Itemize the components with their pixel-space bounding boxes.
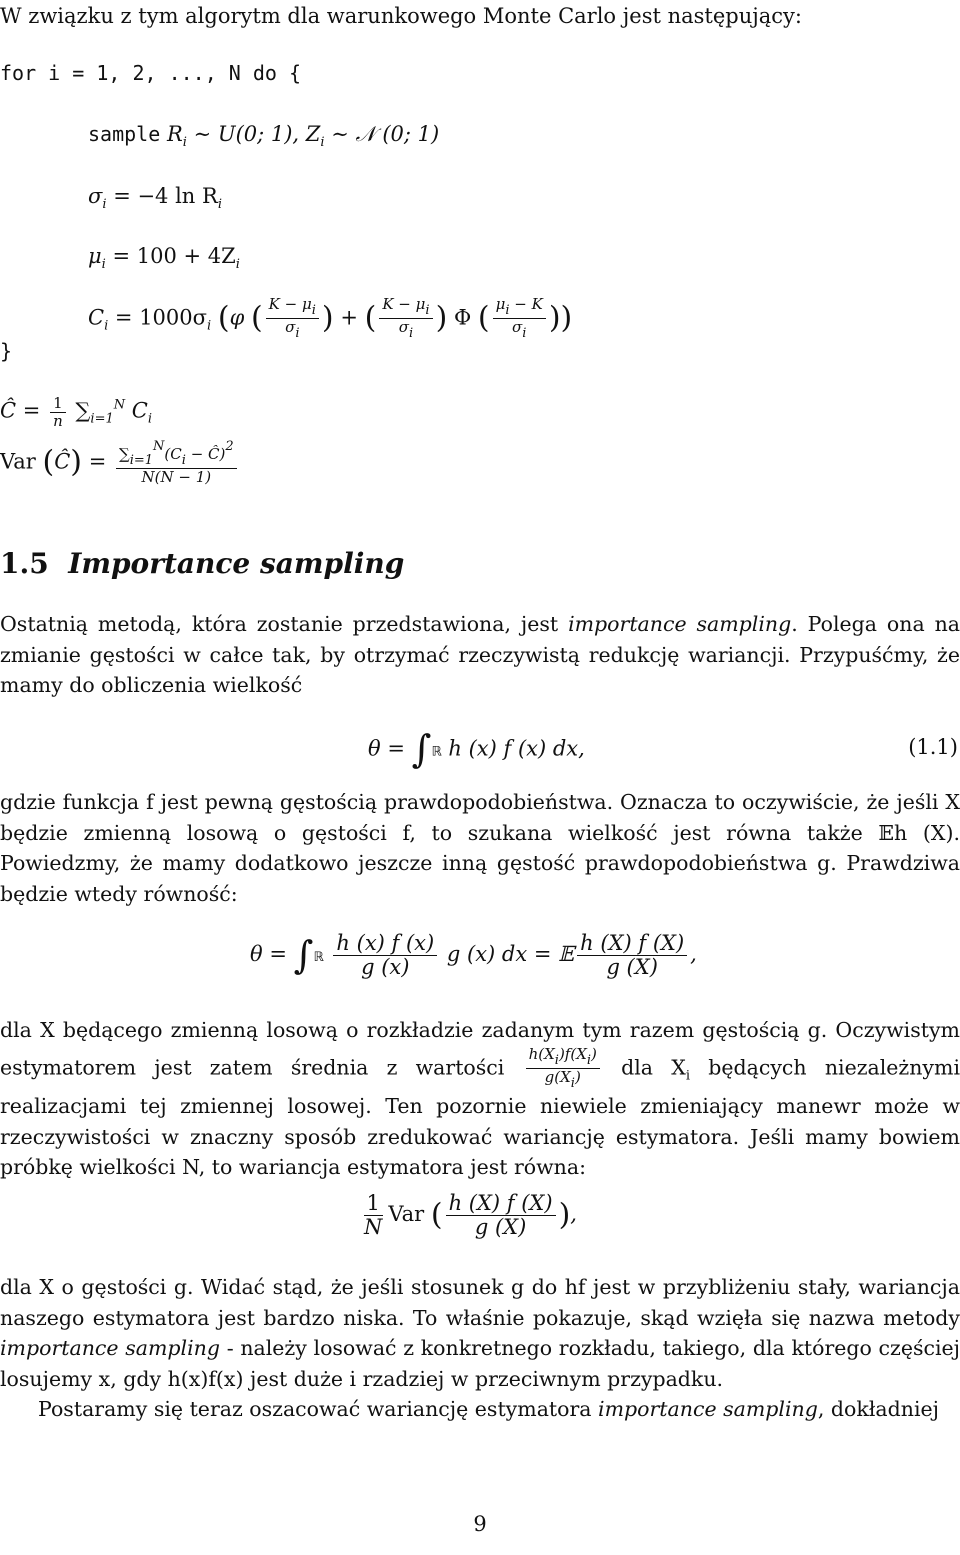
sample-r: R [166, 122, 183, 146]
mu-line: $\mu_i = 100 + 4Z_i$ [88, 244, 240, 272]
sample-rest2: ∼ 𝒩 (0; 1) [331, 122, 440, 146]
loop-close-line: } [0, 339, 13, 363]
section-heading [0, 548, 404, 580]
sigma-line: $\sigma_i = -4$ $\ln R_i$ [88, 184, 222, 212]
paragraph-3: dla X będącego zmienną losową o rozkładzie zadanym tym razem gęstością g. Oczywistym estymatorem jest zatem średnia z wartości $\frac{h(Xi)f(Xi)}{g(Xi)}$ dla $X_i$ będących niezależnymi realizacjami tej zmiennej losowej. Ten pozornie niewiele zmieniający manewr może w rzeczywistości w znaczny sposób zredukować wariancję estymatora. Jeśli mamy bowiem próbkę wielkości N, to wariancja estymatora jest równa: [0, 1018, 960, 1180]
loop-open-line: for i = 1, 2, ..., N do { [0, 61, 302, 85]
section-title: Importance sampling [68, 547, 405, 580]
sample-keyword: sample [88, 122, 161, 146]
paragraph-5: Postaramy się teraz oszacować wariancję estymatora importance sampling, dokładniej [38, 1397, 940, 1421]
sample-line: sample $R_i$ ∼ U(0; 1), $Z_i$ ∼ 𝒩 (0; 1) [88, 122, 440, 150]
c-hat-formula: Ĉ = $\frac{1}{n}$ $\sum_{i=1}^N$ $C_i$ [0, 394, 153, 430]
equation-variance: $\frac{1}{N}$ Var ( $\frac{h (X) f (X)}{g (X)}$ ), [364, 1191, 577, 1240]
intro-text: W związku z tym algorytm dla warunkowego Monte Carlo jest następujący: [0, 4, 802, 28]
c-line: $C_i = 1000\sigma_i$ (φ ( $\frac{K - \mu i}{\sigma i}$ ) + ( $\frac{K - \mu i}{\sigma i}$ ) Φ ( $\frac{\mu i - K}{\sigma i}$ )) [88, 295, 573, 342]
page-number: 9 [473, 1512, 487, 1536]
paragraph-1: Ostatnią metodą, która zostanie przedstawiona, jest importance sampling. Polega ona na zmianie gęstości w całce tak, by otrzymać rzeczywistą redukcję wariancji. Przypuśćmy, że mamy do obliczenia wielkość [0, 612, 960, 697]
sample-rest: ∼ U(0; 1), Z [193, 122, 321, 146]
equation-importance: θ = ∫ℝ $\frac{h (x) f (x)}{g (x)}$ g (x) dx = 𝔼 $\frac{h (X) f (X)}{g (X)}$ , [250, 931, 697, 980]
equation-number: (1.1) [908, 735, 958, 759]
paragraph-2: gdzie funkcja f jest pewną gęstością prawdopodobieństwa. Oznacza to oczywiście, że jeśli X będzie zmienną losową o gęstości f, to szukana wielkość jest równa także 𝔼h (X). Powiedzmy, że mamy dodatkowo jeszcze inną gęstość prawdopodobieństwa g. Prawdziwa będzie wtedy równość: [0, 790, 960, 906]
paragraph-4: dla X o gęstości g. Widać stąd, że jeśli stosunek g do hf jest w przybliżeniu stały, wariancja naszego estymatora jest bardzo niska. To właśnie pokazuje, skąd wzięła się nazwa metody importance sampling - należy losować z konkretnego rozkładu, takiego, dla którego częściej losujemy x, gdy h(x)f(x) jest duże i rzadziej w przeciwnym przypadku. [0, 1275, 960, 1391]
var-c-hat-formula: Var (Ĉ) = $\frac{\sum i=1N(Ci - Ĉ)2}{N(N - 1)}$ [0, 440, 240, 486]
equation-1-1: θ = ∫ℝ h (x) f (x) dx, [368, 727, 585, 771]
section-number: 1.5 [0, 547, 49, 580]
